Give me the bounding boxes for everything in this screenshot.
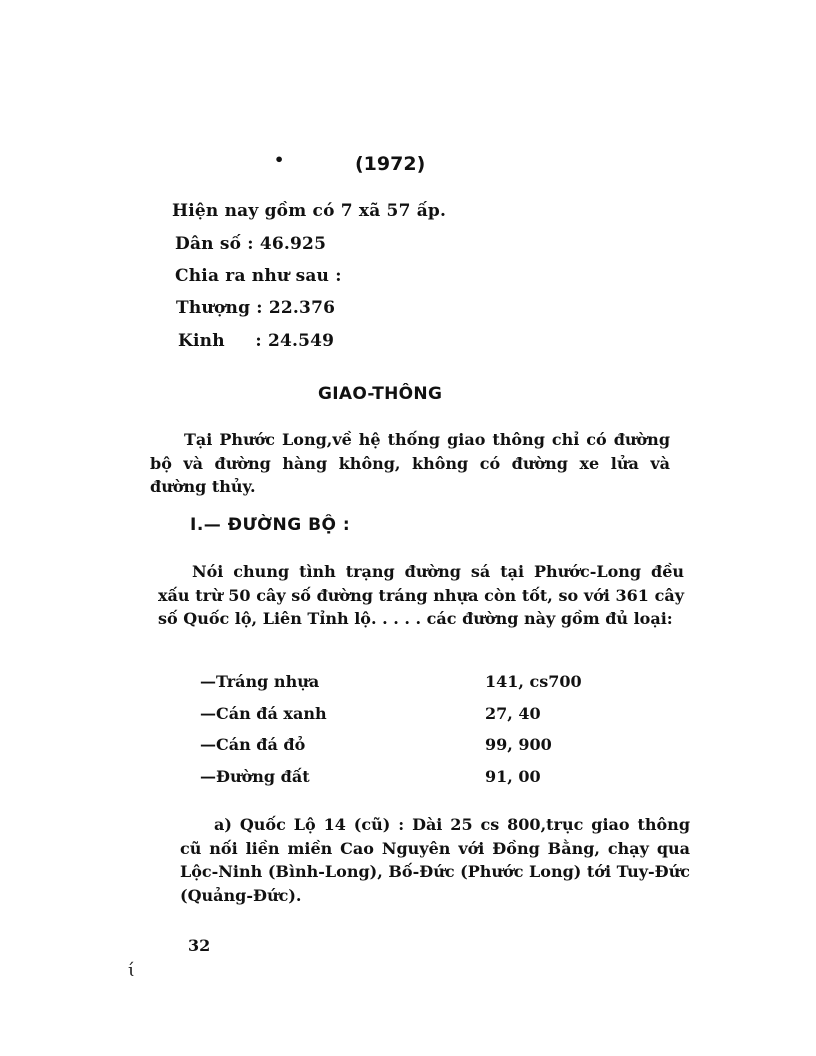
roads-paragraph-text: Nói chung tình trạng đường sá tại Phước-Long đều xấu trừ 50 cây số đường tráng nhựa còn tốt, so với 361 cây số Quốc lộ, Liên Tỉnh lộ. . . . . các đường này gồm đủ loại: (158, 562, 684, 628)
subsection-title-roads: I.— ĐƯỜNG BỘ : (190, 515, 351, 535)
stat-line-breakdown: Chia ra như sau : (175, 266, 342, 286)
intro-paragraph-text: Tại Phước Long,về hệ thống giao thông chỉ có đường bộ và đường hàng không, không có đường xe lửa và đường thủy. (150, 430, 670, 496)
road-type-label: —Tráng nhựa (200, 672, 320, 691)
road-type-label: —Cán đá đỏ (200, 735, 306, 754)
intro-paragraph (150, 428, 670, 499)
road-type-value: 99, 900 (485, 735, 552, 754)
stat-line-communes: Hiện nay gồm có 7 xã 57 ấp. (172, 201, 447, 221)
margin-pen-mark: ɩ́ (128, 960, 136, 981)
route-paragraph (180, 813, 690, 907)
road-type-label: —Đường đất (200, 767, 310, 786)
stat-line-highland: Thượng : 22.376 (176, 298, 336, 318)
stat-line-population: Dân số : 46.925 (175, 234, 327, 254)
roads-paragraph (158, 560, 684, 631)
section-title-transport: GIAO-THÔNG (318, 384, 443, 404)
road-type-label: —Cán đá xanh (200, 704, 327, 723)
road-type-value: 27, 40 (485, 704, 541, 723)
page-number: 32 (188, 936, 211, 955)
stat-line-kinh: Kinh : 24.549 (178, 331, 335, 351)
road-type-value: 91, 00 (485, 767, 541, 786)
stray-dot-mark: • (274, 150, 285, 169)
route-paragraph-text: a) Quốc Lộ 14 (cũ) : Dài 25 cs 800,trục giao thông cũ nối liền miền Cao Nguyên với Đồng Bằng, chạy qua Lộc-Ninh (Bình-Long), Bố-Đức (Phước Long) tới Tuy-Đức (Quảng-Đức). (180, 815, 690, 905)
road-type-value: 141, cs700 (485, 672, 582, 691)
year-heading: (1972) (355, 153, 426, 175)
